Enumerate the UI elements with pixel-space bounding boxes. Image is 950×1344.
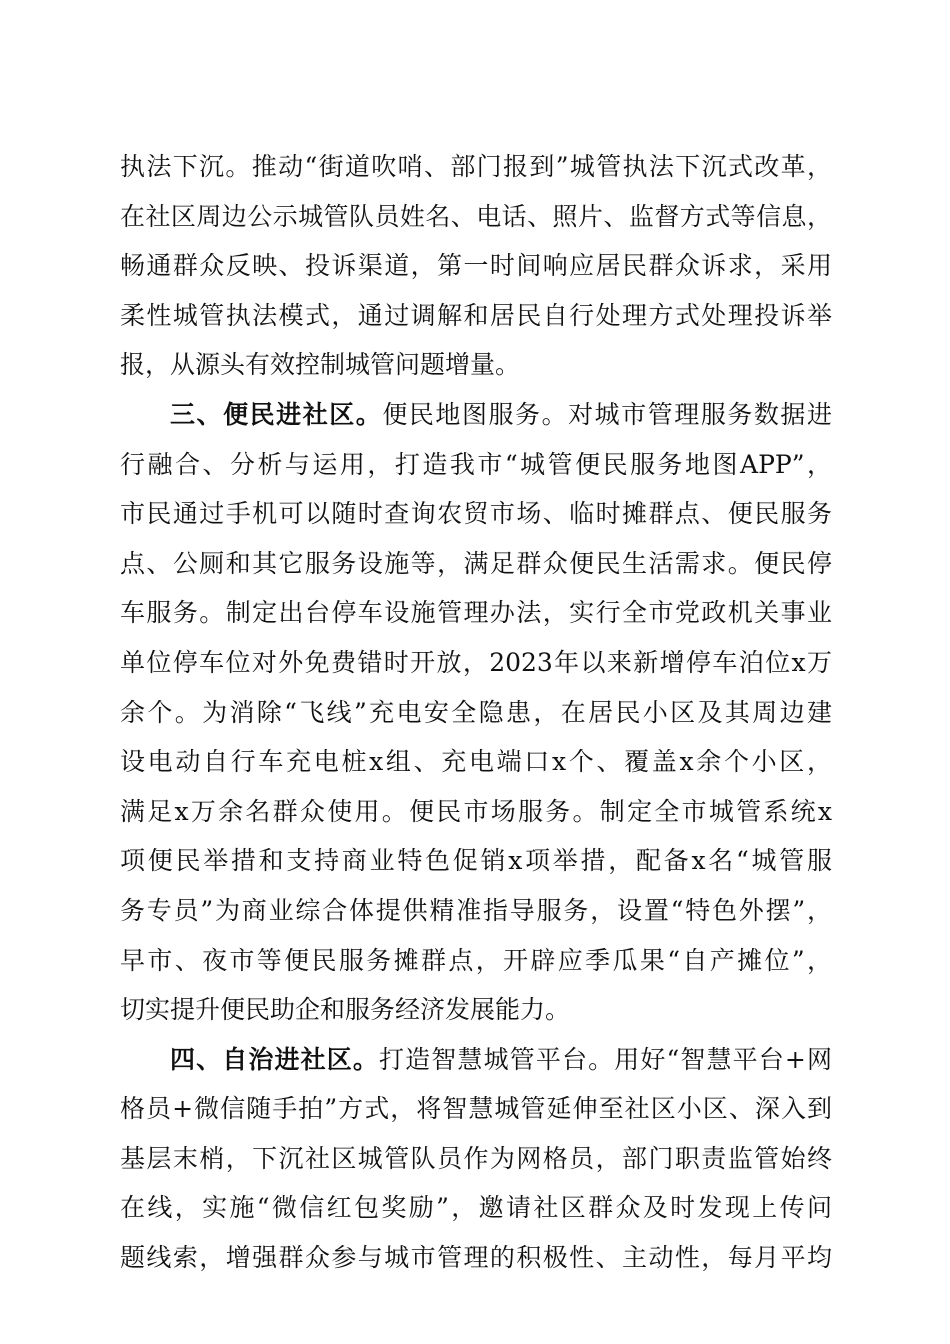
- text-line: 余个。为消除“飞线”充电安全隐患，在居民小区及其周边建: [120, 697, 832, 727]
- text-line: 报，从源头有效控制城管问题增量。: [120, 350, 521, 380]
- text-line: 基层末梢，下沉社区城管队员作为网格员，部门职责监管始终: [120, 1143, 832, 1173]
- text-line: 执法下沉。推动“街道吹哨、部门报到”城管执法下沉式改革，: [120, 152, 832, 181]
- text-line: 早市、夜市等便民服务摊群点，开辟应季瓜果“自产摊位”，: [120, 945, 832, 975]
- text-line: 点、公厕和其它服务设施等，满足群众便民生活需求。便民停: [120, 548, 832, 578]
- text-line: 行融合、分析与运用，打造我市“城管便民服务地图APP”，: [120, 449, 832, 479]
- text-line: [120, 1035, 832, 1085]
- text-line: 畅通群众反映、投诉渠道，第一时间响应居民群众诉求，采用: [120, 251, 832, 281]
- document-body: [120, 142, 832, 1283]
- text-line: 格员+微信随手拍”方式，将智慧城管延伸至社区小区、深入到: [120, 1094, 832, 1124]
- section-heading-convenience: 三、便民进社区。: [170, 399, 383, 429]
- text-line: 在线，实施“微信红包奖励”，邀请社区群众及时发现上传问: [120, 1193, 832, 1223]
- text-line: 题线索，增强群众参与城市管理的积极性、主动性，每月平均: [120, 1243, 832, 1273]
- text-line: 柔性城管执法模式，通过调解和居民自行处理方式处理投诉举: [120, 300, 832, 330]
- text-line: [120, 390, 832, 440]
- text-line: 切实提升便民助企和服务经济发展能力。: [120, 995, 571, 1025]
- text-line: 在社区周边公示城管队员姓名、电话、照片、监督方式等信息，: [120, 201, 832, 231]
- text-line: 设电动自行车充电桩x组、充电端口x个、覆盖x余个小区，: [120, 747, 832, 777]
- text-run: 打造智慧城管平台。用好“智慧平台+网: [379, 1044, 832, 1074]
- text-line: 满足x万余名群众使用。便民市场服务。制定全市城管系统x: [120, 796, 832, 826]
- section-heading-self-governance: 四、自治进社区。: [170, 1044, 380, 1074]
- text-line: 单位停车位对外免费错时开放，2023年以来新增停车泊位x万: [120, 647, 832, 677]
- text-line: 务专员”为商业综合体提供精准指导服务，设置“特色外摆”，: [120, 895, 832, 925]
- paragraph-convenience: [120, 390, 832, 1035]
- text-line: 项便民举措和支持商业特色促销x项举措，配备x名“城管服: [120, 846, 832, 876]
- paragraph-enforcement: [120, 142, 832, 390]
- text-line: 车服务。制定出台停车设施管理办法，实行全市党政机关事业: [120, 598, 832, 628]
- paragraph-self-governance: [120, 1035, 832, 1283]
- text-line: 市民通过手机可以随时查询农贸市场、临时摊群点、便民服务: [120, 499, 832, 529]
- text-run: 便民地图服务。对城市管理服务数据进: [382, 399, 832, 429]
